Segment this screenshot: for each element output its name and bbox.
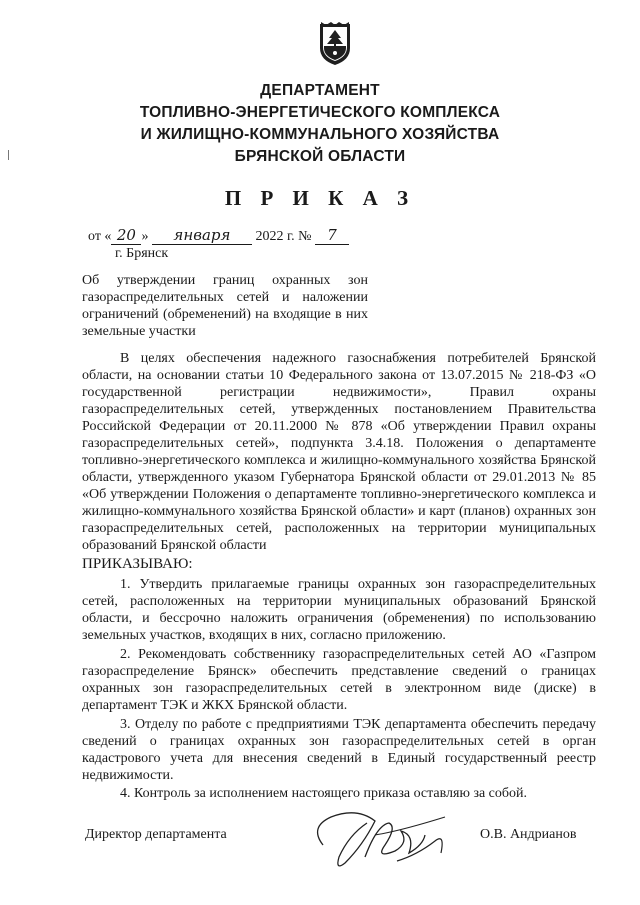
department-name-line2: ТОПЛИВНО-ЭНЕРГЕТИЧЕСКОГО КОМПЛЕКСА <box>139 104 501 121</box>
date-month: января <box>152 227 252 245</box>
signatory-role: Директор департамента <box>85 827 227 842</box>
number-prefix: № <box>298 229 312 244</box>
date-mid: » <box>141 229 149 244</box>
department-name-line3: И ЖИЛИЩНО-КОММУНАЛЬНОГО ХОЗЯЙСТВА <box>140 126 500 143</box>
document-title: П Р И К А З <box>224 186 416 210</box>
order-item-1: 1. Утвердить прилагаемые границы охранных зон газораспределительных сетей, расположенных на территории муниципальных образований Брянской области, и бессрочно наложить ограничения (обременения) по использованию земельных участков, входящих в них, согласно приложению. <box>82 577 596 643</box>
department-name-line4: БРЯНСКОЙ ОБЛАСТИ <box>234 148 406 165</box>
order-number: 7 <box>315 227 349 245</box>
date-day: 20 <box>111 227 141 245</box>
city: г. Брянск <box>115 246 169 261</box>
order-word: ПРИКАЗЫВАЮ: <box>82 556 193 572</box>
order-subject: Об утверждении границ охранных зон газораспределительных сетей и наложении ограничений (обременений) на входящие в них земельные участки <box>82 273 368 339</box>
bryansk-coat-of-arms-icon <box>318 22 352 66</box>
handwritten-signature <box>305 805 460 875</box>
order-item-2: 2. Рекомендовать собственнику газораспределительных сетей АО «Газпром газораспределение Брянск» обеспечить представление сведений о границах охранных зон газораспределительных сетей в электронном виде (диске) в департамент ТЭК и ЖКХ Брянской области. <box>82 647 596 713</box>
order-item-4: 4. Контроль за исполнением настоящего приказа оставляю за собой. <box>120 786 528 801</box>
department-name-line1: ДЕПАРТАМЕНТ <box>260 82 380 99</box>
date-year: 2022 г. <box>255 229 295 244</box>
date-line <box>88 227 349 245</box>
order-item-3: 3. Отделу по работе с предприятиями ТЭК департамента обеспечить передачу сведений о границах охранных зон газораспределительных сетей в орган кадастрового учета для внесения сведений в Единый государственный реестр недвижимости. <box>82 717 596 783</box>
signatory-name: О.В. Андрианов <box>480 827 577 842</box>
preamble-paragraph: В целях обеспечения надежного газоснабжения потребителей Брянской области, на основании статьи 10 Федерального закона от 13.07.2015 № 218-ФЗ «О государственной регистрации недвижимости», Правил охраны газораспределительных сетей, утвержденных постановлением Правительства Российской Федерации от 20.11.2000 № 878 «Об утверждении Правил охраны газораспределительных сетей», подпункта 3.4.18. Положения о департаменте топливно-энергетического комплекса и жилищно-коммунального хозяйства Брянской области, утвержденного указом Губернатора Брянской области от 29.01.2013 № 85 «Об утверждении Положения о департаменте топливно-энергетического комплекса и жилищно-коммунального хозяйства Брянской области» и карт (планов) охранных зон газораспределительных сетей, расположенных на территории муниципальных образований Брянской области <box>82 351 596 553</box>
date-prefix: от « <box>88 229 112 244</box>
